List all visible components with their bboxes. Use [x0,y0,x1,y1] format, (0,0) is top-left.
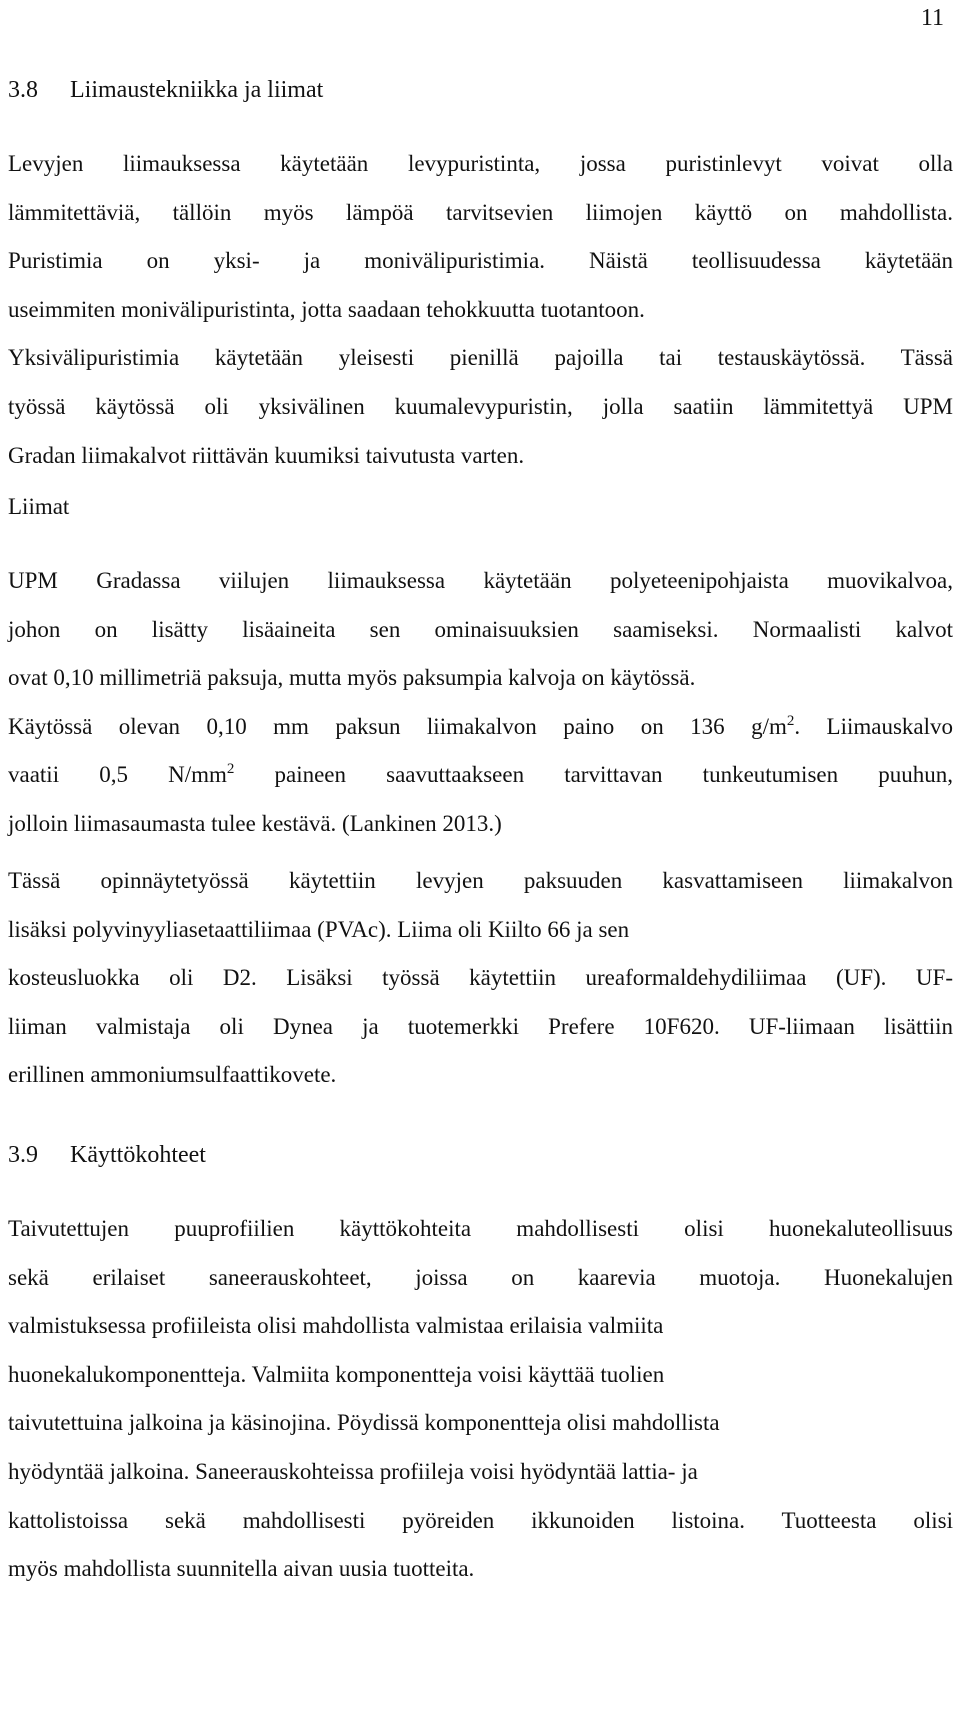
text-line [8,703,953,752]
subheading-liimat: Liimat [8,494,70,519]
text-line: erillinen ammoniumsulfaattikovete. [8,1062,337,1088]
text-line: Gradan liimakalvot riittävän kuumiksi taivutusta varten. [8,442,525,468]
section-number: 3.8 [8,77,38,103]
section-title: Käyttökohteet [70,1142,206,1168]
text-line: Levyjen liimauksessa käytetään levypuristinta, jossa puristinlevyt voivat olla [8,151,953,176]
text-line: ovat 0,10 millimetriä paksuja, mutta myös paksumpia kalvoja on käytössä. [8,665,696,691]
superscript: 2 [786,712,795,729]
page-number: 11 [920,5,944,31]
text-line [8,751,953,800]
text-line: valmistuksessa profiileista olisi mahdollista valmistaa erilaisia valmiita [8,1313,664,1339]
text-line: sekä erilaiset saneerauskohteet, joissa on kaarevia muotoja. Huonekalujen [8,1264,953,1290]
text-line: myös mahdollista suunnitella aivan uusia tuotteita. [8,1556,475,1582]
paragraph-press-description [8,140,953,480]
text-line: Yksivälipuristimia käytetään yleisesti pienillä pajoilla tai testauskäytössä. Tässä [8,345,953,371]
text-line: jolloin liimasaumasta tulee kestävä. (Lankinen 2013.) [8,810,502,836]
text-line: liiman valmistaja oli Dynea ja tuotemerkki Prefere 10F620. UF-liimaan lisättiin [8,1013,953,1039]
text-line: johon on lisätty lisäaineita sen ominaisuuksien saamiseksi. Normaalisti kalvot [8,616,953,642]
text-line: huonekalukomponentteja. Valmiita komponentteja voisi käyttää tuolien [8,1361,665,1387]
paragraph-adhesive-film [8,557,953,849]
section-title: Liimaustekniikka ja liimat [70,77,324,103]
paragraph-adhesives-used [8,857,953,1100]
text-fragment: paineen saavuttaakseen tarvittavan tunkeutumisen puuhun, [234,762,953,788]
paragraph-applications [8,1205,953,1594]
text-line: työssä käytössä oli yksivälinen kuumalevypuristin, jolla saatiin lämmitettyä UPM [8,393,953,419]
text-line: hyödyntää jalkoina. Saneerauskohteissa profiileja voisi hyödyntää lattia- ja [8,1458,698,1484]
text-line: lisäksi polyvinyyliasetaattiliimaa (PVAc). Liima oli Kiilto 66 ja sen [8,916,630,942]
superscript: 2 [226,761,235,778]
section-number: 3.9 [8,1142,38,1168]
section-heading-3-9 [8,1139,206,1171]
text-fragment: Käytössä olevan 0,10 mm paksun liimakalvon paino on 136 g/m [8,713,787,739]
text-line: Taivutettujen puuprofiilien käyttökohteita mahdollisesti olisi huonekaluteollisuus [8,1216,953,1241]
text-line: kosteusluokka oli D2. Lisäksi työssä käytettiin ureaformaldehydiliimaa (UF). UF- [8,965,953,991]
text-line: taivutettuina jalkoina ja käsinojina. Pöydissä komponentteja olisi mahdollista [8,1410,720,1436]
text-line: useimmiten monivälipuristinta, jotta saadaan tehokkuutta tuotantoon. [8,296,645,322]
text-fragment: vaatii 0,5 N/mm [8,762,227,788]
text-line: Puristimia on yksi- ja monivälipuristimia. Näistä teollisuudessa käytetään [8,248,953,274]
text-fragment: . Liimauskalvo [794,713,954,739]
text-line: UPM Gradassa viilujen liimauksessa käytetään polyeteenipohjaista muovikalvoa, [8,568,953,593]
text-line: lämmitettäviä, tällöin myös lämpöä tarvitsevien liimojen käyttö on mahdollista. [8,199,953,225]
section-heading-3-8 [8,74,323,106]
text-line: Tässä opinnäytetyössä käytettiin levyjen paksuuden kasvattamiseen liimakalvon [8,868,953,893]
text-line: kattolistoissa sekä mahdollisesti pyöreiden ikkunoiden listoina. Tuotteesta olisi [8,1507,953,1533]
